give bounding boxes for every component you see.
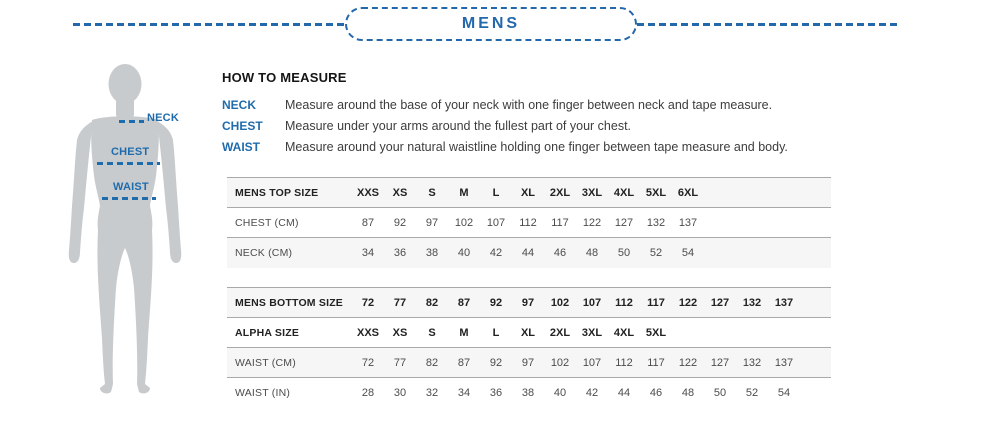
size-value-cell: XS bbox=[392, 186, 408, 199]
size-value-cell: 38 bbox=[521, 386, 535, 399]
how-to-measure-row bbox=[222, 115, 922, 136]
size-value-cell: 32 bbox=[425, 386, 439, 399]
size-value-cell: 82 bbox=[425, 356, 439, 369]
size-value-cell: L bbox=[492, 326, 500, 339]
size-value-cell: 112 bbox=[615, 356, 633, 369]
spacer-cell bbox=[800, 348, 831, 378]
size-value-cell bbox=[736, 238, 768, 268]
size-value-cell: 112 bbox=[519, 216, 537, 229]
size-value-cell: XL bbox=[520, 326, 536, 339]
measure-term-chest: CHEST bbox=[222, 118, 263, 133]
figure-chest-dashed-line bbox=[97, 162, 160, 165]
size-value-cell: 137 bbox=[774, 296, 794, 309]
size-value-cell: 44 bbox=[617, 386, 631, 399]
size-value-cell: 122 bbox=[678, 356, 698, 369]
how-to-measure-row bbox=[222, 94, 922, 115]
male-body-silhouette bbox=[66, 58, 186, 398]
size-value-cell: 2XL bbox=[549, 326, 571, 339]
size-value-cell: 122 bbox=[582, 216, 602, 229]
size-value-cell: 102 bbox=[454, 216, 474, 229]
spacer-cell bbox=[800, 178, 831, 208]
size-value-cell bbox=[704, 178, 736, 208]
size-value-cell: 117 bbox=[647, 356, 665, 369]
size-value-cell bbox=[736, 178, 768, 208]
size-value-cell: 132 bbox=[742, 296, 762, 309]
size-table-row bbox=[227, 288, 831, 318]
mens-top-size-table-body bbox=[227, 178, 831, 268]
size-value-cell: 77 bbox=[393, 296, 407, 309]
size-value-cell: 87 bbox=[361, 216, 375, 229]
size-row-label: WAIST (CM) bbox=[235, 356, 296, 369]
size-value-cell: 137 bbox=[678, 216, 698, 229]
size-value-cell bbox=[704, 238, 736, 268]
size-value-cell: 122 bbox=[678, 296, 698, 309]
size-value-cell: XL bbox=[520, 186, 536, 199]
figure-neck-label: NECK bbox=[147, 112, 179, 124]
size-value-cell: 97 bbox=[521, 356, 535, 369]
size-row-label: CHEST (CM) bbox=[235, 216, 299, 229]
size-value-cell: 97 bbox=[425, 216, 439, 229]
size-value-cell: 87 bbox=[457, 356, 471, 369]
how-to-measure-rows bbox=[222, 94, 922, 157]
figure-waist-dashed-line bbox=[102, 197, 156, 200]
size-value-cell: 137 bbox=[774, 356, 794, 369]
measure-term-waist: WAIST bbox=[222, 139, 260, 154]
size-value-cell: 72 bbox=[361, 356, 375, 369]
size-value-cell bbox=[736, 208, 768, 238]
size-value-cell: 44 bbox=[521, 246, 535, 259]
spacer-cell bbox=[800, 238, 831, 268]
size-value-cell bbox=[768, 318, 800, 348]
size-value-cell: 50 bbox=[713, 386, 727, 399]
size-value-cell: 102 bbox=[550, 356, 570, 369]
size-value-cell: XXS bbox=[356, 326, 379, 339]
size-value-cell: 46 bbox=[649, 386, 663, 399]
size-value-cell: L bbox=[492, 186, 500, 199]
size-value-cell: 2XL bbox=[549, 186, 571, 199]
size-value-cell: 77 bbox=[393, 356, 407, 369]
size-table-row bbox=[227, 348, 831, 378]
spacer-cell bbox=[800, 208, 831, 238]
size-row-label: WAIST (IN) bbox=[235, 386, 291, 399]
spacer-cell bbox=[800, 378, 831, 408]
how-to-measure-section bbox=[222, 70, 922, 157]
size-value-cell: 36 bbox=[489, 386, 503, 399]
size-value-cell: 38 bbox=[425, 246, 439, 259]
size-value-cell: 34 bbox=[361, 246, 375, 259]
size-value-cell: 92 bbox=[393, 216, 407, 229]
size-row-label: NECK (CM) bbox=[235, 246, 293, 259]
measure-instruction: Measure under your arms around the fullest part of your chest. bbox=[285, 118, 632, 133]
size-value-cell: 5XL bbox=[645, 326, 667, 339]
size-value-cell: 5XL bbox=[645, 186, 667, 199]
size-value-cell: 117 bbox=[551, 216, 569, 229]
size-value-cell: 82 bbox=[425, 296, 439, 309]
size-value-cell: 4XL bbox=[613, 186, 635, 199]
how-to-measure-row bbox=[222, 136, 922, 157]
size-value-cell: 3XL bbox=[581, 186, 603, 199]
figure-waist-label: WAIST bbox=[113, 181, 149, 193]
size-value-cell: 48 bbox=[585, 246, 599, 259]
size-value-cell: 3XL bbox=[581, 326, 603, 339]
size-value-cell: M bbox=[459, 326, 469, 339]
size-value-cell: XXS bbox=[356, 186, 379, 199]
size-value-cell: 112 bbox=[615, 296, 633, 309]
size-value-cell: 92 bbox=[489, 356, 503, 369]
size-value-cell: 50 bbox=[617, 246, 631, 259]
measure-instruction: Measure around the base of your neck with one finger between neck and tape measure. bbox=[285, 97, 773, 112]
how-to-measure-heading: HOW TO MEASURE bbox=[222, 70, 347, 85]
size-value-cell: 102 bbox=[550, 296, 570, 309]
size-value-cell: 117 bbox=[647, 296, 665, 309]
size-table-row bbox=[227, 378, 831, 408]
size-value-cell: 4XL bbox=[613, 326, 635, 339]
size-value-cell: 40 bbox=[457, 246, 471, 259]
header-dashed-line-left bbox=[73, 23, 345, 26]
size-row-label: MENS TOP SIZE bbox=[235, 186, 319, 199]
size-value-cell: 92 bbox=[489, 296, 503, 309]
size-value-cell: 40 bbox=[553, 386, 567, 399]
size-value-cell: 42 bbox=[585, 386, 599, 399]
silhouette-right-arm bbox=[157, 121, 181, 263]
spacer-cell bbox=[800, 288, 831, 318]
size-value-cell: 6XL bbox=[677, 186, 699, 199]
size-table-row bbox=[227, 238, 831, 268]
size-value-cell: 52 bbox=[649, 246, 663, 259]
size-value-cell: 72 bbox=[361, 296, 375, 309]
size-value-cell: 52 bbox=[745, 386, 759, 399]
size-value-cell: 54 bbox=[681, 246, 695, 259]
size-value-cell: 36 bbox=[393, 246, 407, 259]
measure-instruction: Measure around your natural waistline holding one finger between tape measure and body. bbox=[285, 139, 788, 154]
size-row-label: ALPHA SIZE bbox=[235, 326, 300, 339]
mens-bottom-size-table-body bbox=[227, 288, 831, 408]
size-value-cell: 107 bbox=[582, 296, 602, 309]
size-table-row bbox=[227, 208, 831, 238]
size-value-cell: 42 bbox=[489, 246, 503, 259]
size-value-cell: 127 bbox=[710, 356, 730, 369]
header-title-box bbox=[345, 7, 637, 41]
size-value-cell bbox=[672, 318, 704, 348]
size-value-cell: 30 bbox=[393, 386, 407, 399]
size-value-cell: 46 bbox=[553, 246, 567, 259]
measure-term-neck: NECK bbox=[222, 97, 257, 112]
size-value-cell: 34 bbox=[457, 386, 471, 399]
size-value-cell bbox=[736, 318, 768, 348]
size-value-cell: 107 bbox=[486, 216, 506, 229]
size-value-cell bbox=[768, 238, 800, 268]
size-value-cell: 127 bbox=[614, 216, 634, 229]
size-value-cell: S bbox=[428, 326, 436, 339]
size-value-cell: M bbox=[459, 186, 469, 199]
size-value-cell bbox=[768, 208, 800, 238]
size-value-cell bbox=[768, 178, 800, 208]
figure-chest-label: CHEST bbox=[111, 146, 150, 158]
size-value-cell bbox=[704, 318, 736, 348]
size-table-row bbox=[227, 178, 831, 208]
mens-bottom-size-table bbox=[227, 287, 831, 408]
header-dashed-line-right bbox=[637, 23, 897, 26]
page-title: MENS bbox=[461, 15, 521, 32]
silhouette-left-arm bbox=[69, 121, 93, 263]
size-value-cell: 127 bbox=[710, 296, 730, 309]
size-value-cell: 28 bbox=[361, 386, 375, 399]
size-value-cell: 54 bbox=[777, 386, 791, 399]
figure-neck-dashed-line bbox=[119, 120, 144, 123]
size-value-cell: XS bbox=[392, 326, 408, 339]
spacer-cell bbox=[800, 318, 831, 348]
size-value-cell bbox=[704, 208, 736, 238]
mens-top-size-table bbox=[227, 177, 831, 268]
size-value-cell: 48 bbox=[681, 386, 695, 399]
size-row-label: MENS BOTTOM SIZE bbox=[235, 296, 344, 309]
size-value-cell: 132 bbox=[742, 356, 762, 369]
size-value-cell: 97 bbox=[521, 296, 535, 309]
size-value-cell: 132 bbox=[646, 216, 666, 229]
size-value-cell: S bbox=[428, 186, 436, 199]
size-value-cell: 87 bbox=[457, 296, 471, 309]
size-table-row bbox=[227, 318, 831, 348]
size-value-cell: 107 bbox=[582, 356, 602, 369]
